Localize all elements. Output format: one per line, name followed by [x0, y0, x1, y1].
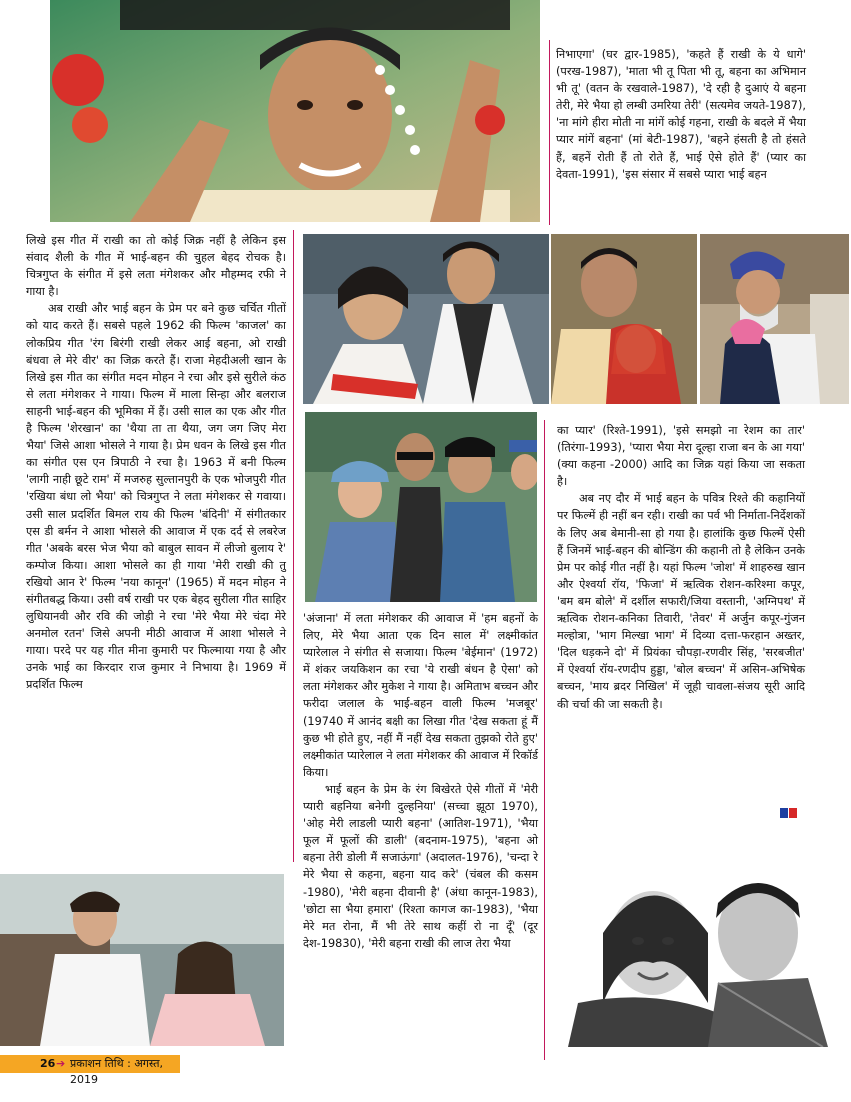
article-paragraph: अब नए दौर में भाई बहन के पवित्र रिश्ते की कहानियों पर फिल्में ही नहीं बन रही। राखी का पर्व भी निर्माता-निर्देशकों के लिए अब बेमानी-सा हो गया है। हालांकि कुछ फिल्में ऐसी हैं जिनमें भाई-बहन की बोन्डिंग की कहानी तो है लेकिन उनके प्रेम पर कोई गीत नहीं है। यहां फिल्म 'जोश' में शाहरुख खान और ऐश्वर्या रॉय, 'फिजा' में ऋत्विक रोशन-करिश्मा कपूर, 'बम बम बोले' में दर्शील सफारी/जिया वस्तानी, 'अग्निपथ' में ऋत्विक रोशन-कनिका तिवारी, 'तेवर' में अर्जुन कपूर-गुंजन मल्होत्रा, 'भाग मिल्खा भाग' में दिव्या दत्ता-फरहान अख्तर, 'दिल धड़कने दो' में प्रियंका चौपड़ा-रणवीर सिंह, 'सरबजीत' में ऐश्वर्या रॉय-रणदीप हुड्डा, 'बोल बच्चन' में असिन-अभिषेक बच्चन, 'माय ब्रदर निखिल' में जूही चावला-संजय सूरी आदि की चर्चा की जा सकती है। — [557, 492, 805, 711]
end-marker-blue — [780, 808, 788, 818]
article-paragraph: निभाएगा' (घर द्वार-1985), 'कहते हैं राखी के ये धागे' (परख-1987), 'माता भी तू पिता भी तू, बहना का अभिमान भी तू' (वतन के रखवाले-1987), 'दे रही है दुआएं ये बहना तेरी, मेरे भैया हो लम्बी उमरिया तेरी' (सत्यमेव जयते-1987), 'ना मांगे हीरा मोती ना मांगें कोई गहना, राखी के बदले में भैया प्यार मांगें बहना' (मां बेटी-1987), 'बहने हंसती है तो हंसते हैं, बहनें रोती हैं तो रोते हैं, भाई ऐसे होते हैं' (प्यार का देवता-1991), 'इस संसार में सबसे प्यारा भाई बहन — [556, 48, 806, 181]
arrow-icon: ➔ — [56, 1057, 66, 1070]
article-paragraph: लिखे इस गीत में राखी का तो कोई जिक्र नहीं है लेकिन इस संवाद शैली के गीत में भाई-बहन की चुहल बेहद रोचक है। चित्रगुप्त के संगीत में इसे लता मंगेशकर और मौहम्मद रफी ने गाया है। — [26, 234, 286, 299]
article-paragraph: का प्यार' (रिश्ते-1991), 'इसे समझो ना रेशम का तार' (तिरंगा-1993), 'प्यारा भैया मेरा दूल्हा राजा बन के आ गया' (क्या कहना -2000) आदि का जिक्र यहां किया जा सकता है। — [557, 424, 805, 489]
article-column-right — [557, 422, 805, 713]
photo-top-festival — [50, 0, 540, 222]
article-paragraph: भाई बहन के प्रेम के रंग बिखेरते ऐसे गीतों में 'मेरी प्यारी बहनिया बनेगी दुल्हनिया' (सच्चा झूठा 1970), 'ओह मेरी लाडली प्यारी बहना' (आतिश-1971), 'भैया फूल में फूलों की डाली' (बदनाम-1975), 'बहना ओ बहना तेरी डोली मैं सजाऊंगा' (अदालत-1976), 'चन्दा रे मेरे भैया से कहना, बहना याद करे' (चंबल की कसम -1980), 'मेरी बहना दीवानी है' (अंधा कानून-1983), 'छोटा सा भैया हमारा' (रिश्ता कागज का-1983), 'भैया मेरे मत रोना, मैं भी तेरे साथ कहीं रो ना दूँ' (दूर देश-19830), 'मेरी बहना राखी की लाज तेरा भैया — [303, 782, 538, 950]
article-column-middle — [303, 610, 538, 952]
article-column-left — [26, 232, 286, 694]
photo-josh-scene — [305, 412, 537, 602]
page-footer — [0, 1055, 180, 1086]
photo-juhi-sanjay — [568, 863, 851, 1047]
column-divider-mid — [544, 420, 545, 1060]
column-divider-right — [549, 40, 550, 225]
end-marker-red — [789, 808, 797, 818]
article-paragraph: 'अंजाना' में लता मंगेशकर की आवाज में 'हम बहनों के लिए, मेरे भैया आता एक दिन साल में' लक्ष्मीकांत प्यारेलाल ने संगीत से सजाया। फिल्म 'बेईमान' (1972) में शंकर जयकिशन का रचा 'ये राखी बंधन है ऐसा' को लता मंगेशकर और मुकेश ने गाया है। अमिताभ बच्चन और फरीदा जलाल के भाई-बहन वाली फिल्म 'मजबूर' (19740 में आनंद बक्षी का लिखा गीत 'देख सकता हूं मैं कुछ भी होते हुए, नहीं मैं नहीं देख सकता तुझको रोते हुए' लक्ष्मीकांत प्यारेलाल ने लता मंगेशकर की आवाज में रिकॉर्ड किया। — [303, 612, 538, 779]
photo-actor-hug — [551, 234, 697, 404]
column-divider-left — [293, 230, 294, 862]
photo-sardar-embrace — [700, 234, 849, 404]
page-number: 26 — [40, 1057, 56, 1070]
publication-date: प्रकाशन तिथि : अगस्त, 2019 — [70, 1057, 163, 1086]
article-paragraph: अब राखी और भाई बहन के प्रेम पर बने कुछ चर्चित गीतों को याद करते हैं। सबसे पहले 1962 की फिल्म 'काजल' का लोकप्रिय गीत 'रंग बिरंगी राखी लेकर आई बहना, ओ राखी बंधवा ले मेरे वीर' का जिक्र करते हैं। राजा मेहदीअली खान के लिखे इस गीत का संगीत मदन मोहन ने रचा और इसे सुरीले कंठ से लता मंगेशकर ने गाया। फिल्म में माला सिन्हा और बलराज साहनी भाई-बहन की भूमिका में हैं। उसी साल का एक और गीत है फिल्म 'शेरखान' का 'थैया ता ता थैया, जग जग जिए मेरा भैया' जिसे आशा भोसले ने गाया है। प्रेम धवन के लिखे इस गीत का संगीत एस एन त्रिपाठी ने रचा है। 1963 में बनी फिल्म 'लागी नाही छूटे राम' में मजरुह सुल्तानपुरी के एक भोजपुरी गीत 'रखिया बंधा लो भैया' को चित्रगुप्त ने लता मंगेशकर से गवाया। उसी साल प्रदर्शित बिमल राय की फिल्म 'बंदिनी' में संगीतकार एस डी बर्मन ने आशा भोसले की आवाज में एक दर्द से लबरेज गीत 'अबके बरस भेज भैया को बाबुल सावन में लीजो बुलाय रे' कम्पोज किया। आशा भोसले का ही गाया 'मेरी राखी की तु रखियो आन रे' फिल्म 'नया कानून' (1965) में मदन मोहन ने संगीतबद्ध किया। उसी वर्ष राखी पर एक बेहद सुरीला गीत साहिर लुधियानवी और रवि की जोड़ी ने रचा 'मेरे भैया मेरे चंदा मेरे अनमोल रतन' जिसे अपनी मीठी आवाज में आशा भोसले ने गाया। परदे पर यह गीत मीना कुमारी पर फिल्माया गया है और उनके भाई का किरदार राज कुमार ने निभाया है। 1969 में प्रदर्शित फिल्म — [26, 302, 286, 692]
article-column-top-right — [556, 46, 806, 183]
photo-hrithik-scene — [0, 874, 284, 1046]
photo-brother-sister-classic — [303, 234, 549, 404]
